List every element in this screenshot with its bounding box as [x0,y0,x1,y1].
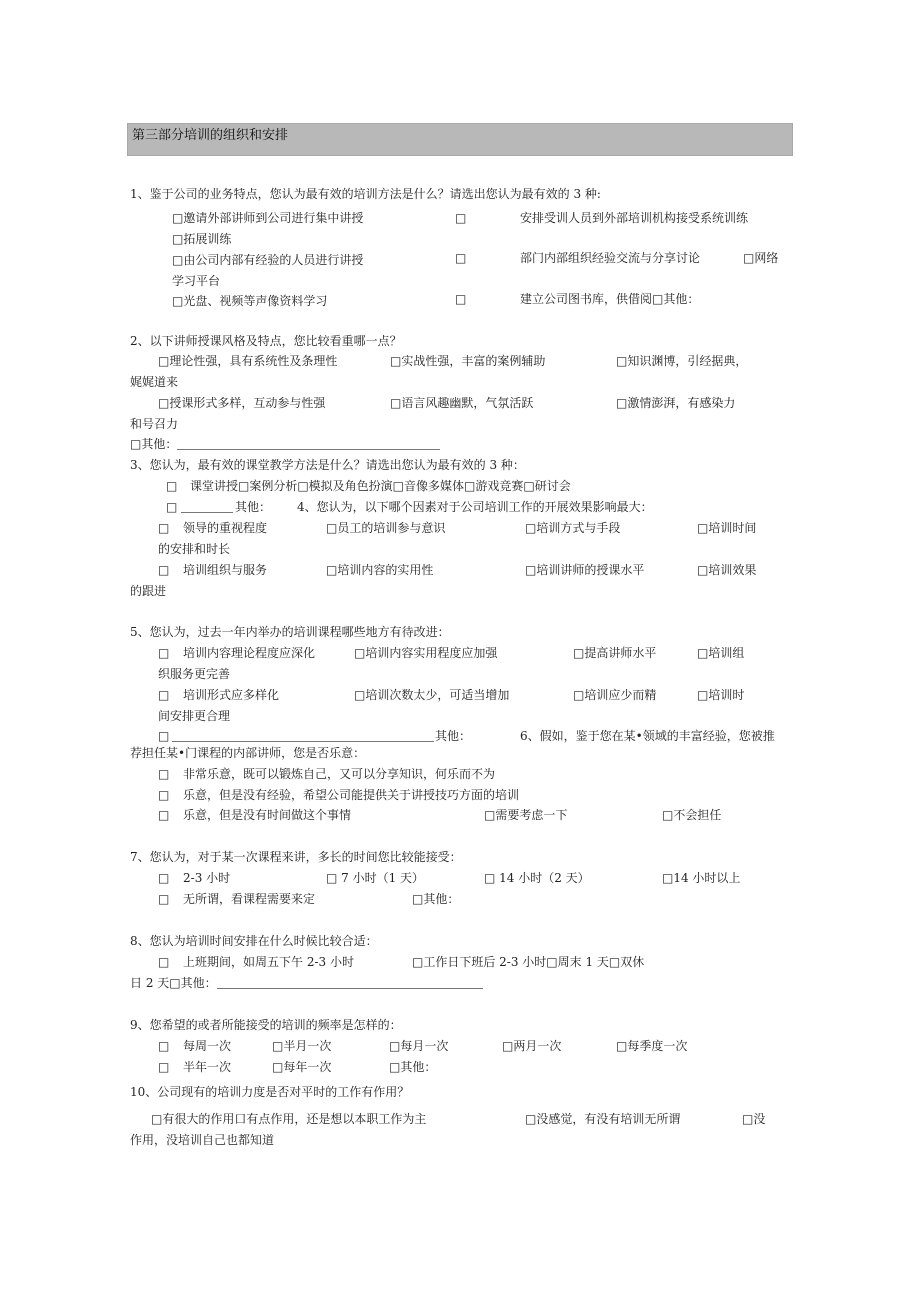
q3-title: 3、您认为，最有效的课堂教学方法是什么？请选出您认为最有效的 3 种： [130,458,525,472]
q8-option-after-work-weekend[interactable]: □工作日下班后 2-3 小时□周末 1 天□双休 [412,955,645,969]
q2-option-knowledge[interactable]: □知识渊博，引经据典， [616,354,748,368]
q1-option-external-lecturer[interactable]: □邀请外部讲师到公司进行集中讲授 [172,211,364,225]
q4-option-schedule[interactable]: □培训时间 [697,521,757,535]
q10-title: 10、公司现有的培训力度是否对平时的工作有作用？ [130,1085,410,1099]
q7-option-2-3h: 2-3 小时 [183,871,231,885]
q5-option-timing-cont: 间安排更合理 [158,709,231,723]
q6-checkbox-no-experience[interactable]: □ [158,788,170,802]
q6-option-very-willing: 非常乐意，既可以锻炼自己，又可以分享知识，何乐而不为 [183,767,496,781]
q5-checkbox-other[interactable]: □ [158,729,170,743]
q9-option-biweekly[interactable]: □半月一次 [272,1039,332,1053]
q6-checkbox-very-willing[interactable]: □ [158,767,170,781]
q5-option-timing[interactable]: □培训时 [697,688,745,702]
q2-other-blank[interactable] [177,449,440,450]
q8-title: 8、您认为培训时间安排在什么时候比较合适： [130,934,378,948]
q5-option-frequency[interactable]: □培训次数太少，可适当增加 [354,688,510,702]
section-title: 第三部分培训的组织和安排 [132,128,289,143]
q2-option-humor[interactable]: □语言风趣幽默，气氛活跃 [390,396,534,410]
q6-option-no-experience: 乐意，但是没有经验，希望公司能提供关于讲授技巧方面的培训 [183,788,520,802]
q5-option-service-cont: 织服务更完善 [158,667,231,681]
q8-other-blank[interactable] [217,988,483,989]
q4-option-methods[interactable]: □培训方式与手段 [525,521,621,535]
q7-option-14h-plus[interactable]: □14 小时以上 [662,871,741,885]
q10-option-indifferent[interactable]: □没感觉，有没有培训无所谓 [525,1112,681,1126]
q9-option-quarterly[interactable]: □每季度一次 [616,1039,688,1053]
q8-option-workhours: 上班期间，如周五下午 2-3 小时 [183,955,354,969]
q1-title: 1、鉴于公司的业务特点，您认为最有效的培训方法是什么？请选出您认为最有效的 3 种: [130,187,601,201]
q1-checkbox-dept-sharing[interactable]: □ [455,251,467,265]
q4-option-content[interactable]: □培训内容的实用性 [326,563,434,577]
q7-option-7h[interactable]: □ 7 小时（1 天） [326,871,425,885]
q1-option-online-platform-cont: 学习平台 [172,274,221,288]
section-header-bar [127,123,793,156]
q5-option-lecturer[interactable]: □提高讲师水平 [573,646,657,660]
q1-option-outward-training[interactable]: □拓展训练 [172,232,232,246]
q4-checkbox-leadership[interactable]: □ [158,521,170,535]
q5-other-blank[interactable] [172,741,434,742]
q9-option-bimonthly[interactable]: □两月一次 [502,1039,562,1053]
q8-option-two-days-other[interactable]: 日 2 天□其他： [130,976,217,990]
q10-option-useless[interactable]: □没 [742,1112,766,1126]
q1-checkbox-external-institution[interactable]: □ [455,211,467,225]
q4-checkbox-organization[interactable]: □ [158,563,170,577]
q5-option-other: 其他： [435,729,472,743]
q3-option-other: 其他： [235,500,272,514]
q1-option-internal-lecturer[interactable]: □由公司内部有经验的人员进行讲授 [172,253,364,267]
q2-title: 2、以下讲师授课风格及特点，您比较看重哪一点？ [130,334,402,348]
q4-option-followup[interactable]: □培训效果 [697,563,757,577]
q2-option-passion-cont: 和号召力 [130,417,179,431]
q1-option-external-institution: 安排受训人员到外部培训机构接受系统训练 [520,211,749,225]
q2-option-theory[interactable]: □理论性强，具有系统性及条理性 [158,354,338,368]
q9-option-monthly[interactable]: □每月一次 [389,1039,449,1053]
q6-checkbox-no-time[interactable]: □ [158,808,170,822]
q9-checkbox-weekly[interactable]: □ [158,1039,170,1053]
q4-option-schedule-cont: 的安排和时长 [158,542,231,556]
q3-other-blank[interactable] [181,512,233,513]
q5-checkbox-format[interactable]: □ [158,688,170,702]
q5-option-fewer[interactable]: □培训应少而精 [573,688,657,702]
q9-option-semiannual: 半年一次 [183,1060,232,1074]
q2-option-practical[interactable]: □实战性强，丰富的案例辅助 [390,354,546,368]
q2-option-passion[interactable]: □激情澎湃，有感染力 [616,396,736,410]
q1-option-av-materials[interactable]: □光盘、视频等声像资料学习 [172,294,328,308]
q5-option-service[interactable]: □培训组 [697,646,745,660]
q8-checkbox-workhours[interactable]: □ [158,955,170,969]
q5-option-format: 培训形式应多样化 [183,688,280,702]
q6-option-no-time: 乐意，但是没有时间做这个事情 [183,808,352,822]
q5-option-practical[interactable]: □培训内容实用程度应加强 [354,646,498,660]
q4-option-lecturer-level[interactable]: □培训讲师的授课水平 [525,563,645,577]
q3-options-methods: 课堂讲授□案例分析□模拟及角色扮演□音像多媒体□游戏竞赛□研讨会 [190,479,571,493]
q9-option-annual[interactable]: □每年一次 [272,1060,332,1074]
q3-checkbox-lecture[interactable]: □ [166,479,178,493]
q1-option-dept-sharing: 部门内部组织经验交流与分享讨论 [520,251,701,265]
q3-checkbox-other[interactable]: □ [166,500,178,514]
q7-title: 7、您认为，对于某一次课程来讲，多长的时间您比较能接受： [130,850,462,864]
q9-option-other[interactable]: □其他： [389,1060,437,1074]
q7-checkbox-2-3h[interactable]: □ [158,871,170,885]
q4-option-leadership: 领导的重视程度 [183,521,268,535]
q2-option-other[interactable]: □其他： [130,437,178,451]
q7-option-14h[interactable]: □ 14 小时（2 天） [484,871,590,885]
q2-option-knowledge-cont: 娓娓道来 [130,375,179,389]
q7-checkbox-depends[interactable]: □ [158,892,170,906]
q10-option-useful[interactable]: □有很大的作用口有点作用，还是想以本职工作为主 [151,1112,427,1126]
q1-option-library-other: 建立公司图书库，供借阅□其他： [520,292,700,306]
q4-title: 4、您认为，以下哪个因素对于公司培训工作的开展效果影响最大： [297,500,653,514]
q6-option-decline[interactable]: □不会担任 [662,808,722,822]
q6-title: 6、假如，鉴于您在某•领域的丰富经验，您被推 [520,729,775,743]
q9-title: 9、您希望的或者所能接受的培训的频率是怎样的： [130,1018,402,1032]
q7-option-depends: 无所谓，看课程需要来定 [183,892,316,906]
q9-option-weekly: 每周一次 [183,1039,232,1053]
q5-title: 5、您认为，过去一年内举办的培训课程哪些地方有待改进： [130,625,450,639]
q4-option-participation[interactable]: □员工的培训参与意识 [326,521,446,535]
q6-title-cont: 荐担任某•门课程的内部讲师，您是否乐意： [130,746,366,760]
q4-option-organization: 培训组织与服务 [183,563,268,577]
q5-option-theory: 培训内容理论程度应深化 [183,646,316,660]
q7-option-other[interactable]: □其他： [412,892,460,906]
q5-checkbox-theory[interactable]: □ [158,646,170,660]
q4-option-followup-cont: 的跟进 [130,584,167,598]
q10-option-useless-cont: 作用，没培训自己也都知道 [130,1133,275,1147]
q1-option-online-platform[interactable]: □网络 [743,251,779,265]
q9-checkbox-semiannual[interactable]: □ [158,1060,170,1074]
q1-checkbox-library[interactable]: □ [455,292,467,306]
q6-option-consider[interactable]: □需要考虑一下 [484,808,568,822]
q2-option-interactive[interactable]: □授课形式多样，互动参与性强 [158,396,326,410]
